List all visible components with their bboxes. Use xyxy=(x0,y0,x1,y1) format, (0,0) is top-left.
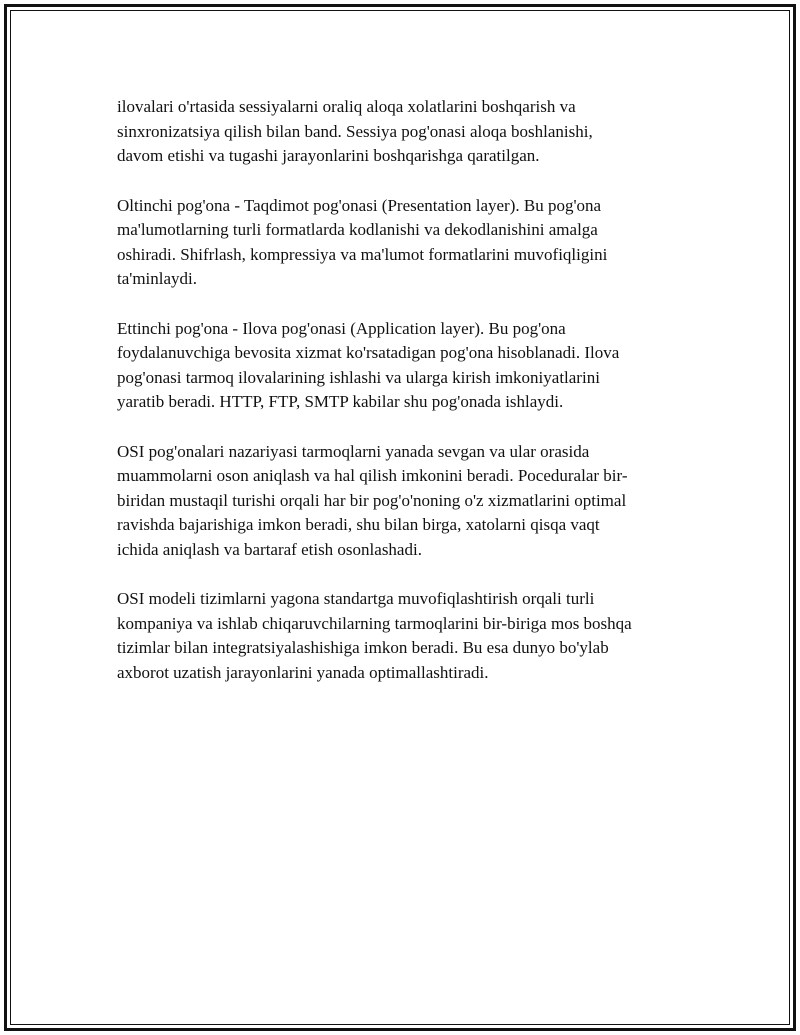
document-body xyxy=(117,95,697,710)
document-page xyxy=(4,4,796,1031)
paragraph-osi-model-integration: OSI modeli tizimlarni yagona standartga muvofiqlashtirish orqali turli kompaniya va ishlab chiqaruvchilarning tarmoqlarini bir-biriga mos boshqa tizimlar bilan integratsiyalashishiga imkon beradi. Bu esa dunyo bo'ylab axborot uzatish jarayonlarini yanada optimallashtiradi. xyxy=(117,589,632,682)
paragraph-presentation-layer: Oltinchi pog'ona - Taqdimot pog'onasi (Presentation layer). Bu pog'ona ma'lumotlarning turli formatlarda kodlanishi va dekodlanishini amalga oshiradi. Shifrlash, kompressiya va ma'lumot formatlarini muvofiqligini ta'minlaydi. xyxy=(117,195,608,288)
paragraph-osi-theory: OSI pog'onalari nazariyasi tarmoqlarni yanada sevgan va ular orasida muammolarni oson aniqlash va hal qilish imkonini beradi. Poceduralar bir- biridan mustaqil turishi orqali har bir pog'o'noning o'z xizmatlarini optimal ravishda bajarishiga imkon beradi, shu bilan birga, xatolarni qisqa vaqt ichida aniqlash va bartaraf etish osonlashadi. xyxy=(117,441,628,559)
paragraph-application-layer: Ettinchi pog'ona - Ilova pog'onasi (Application layer). Bu pog'ona foydalanuvchiga bevosita xizmat ko'rsatadigan pog'ona hisoblanadi. Ilova pog'onasi tarmoq ilovalarining ishlashi va ularga kirish imkoniyatlarini yaratib beradi. HTTP, FTP, SMTP kabilar shu pog'onada ishlaydi. xyxy=(117,318,620,411)
paragraph-session-layer: ilovalari o'rtasida sessiyalarni oraliq aloqa xolatlarini boshqarish va sinxronizatsiya qilish bilan band. Sessiya pog'onasi aloqa boshlanishi, davom etishi va tugashi jarayonlarini boshqarishga qaratilgan. xyxy=(117,97,593,165)
